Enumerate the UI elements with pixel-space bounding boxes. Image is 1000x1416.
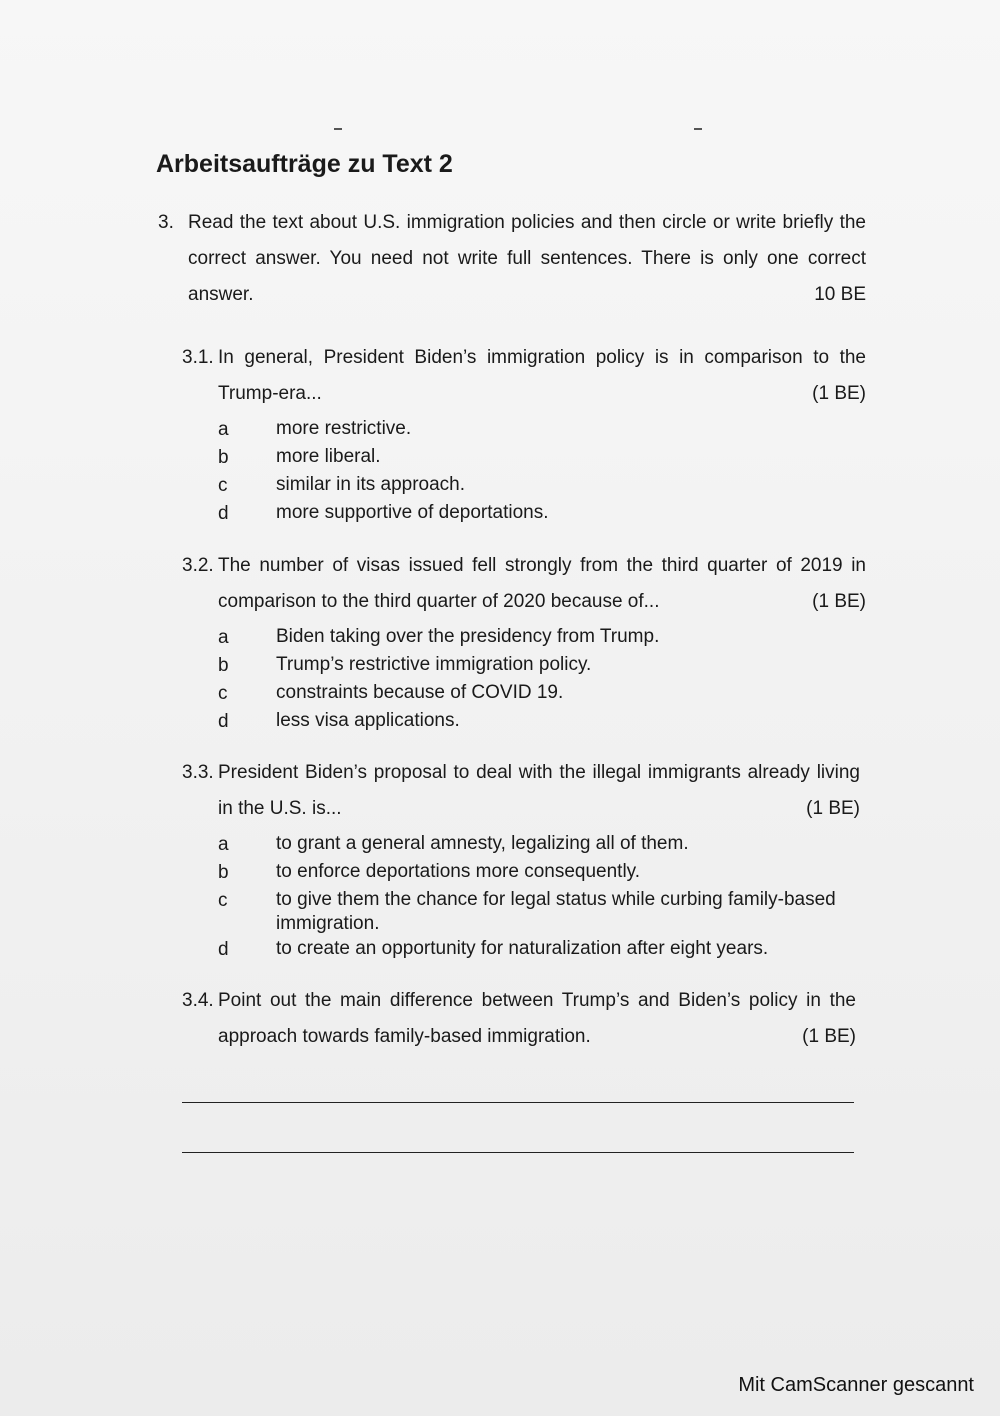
option-letter: b (218, 447, 229, 468)
option-text: more restrictive. (276, 418, 412, 439)
option-text: to grant a general amnesty, legalizing all of them. (276, 833, 689, 854)
answer-line[interactable] (182, 1152, 854, 1153)
question-stem (182, 983, 856, 1055)
answer-option-b[interactable] (218, 859, 860, 887)
answer-option-b[interactable] (218, 444, 866, 472)
question-points: (1 BE) (806, 798, 860, 819)
option-text: to enforce deportations more consequently. (276, 861, 641, 882)
question-3-4 (182, 983, 856, 1055)
question-number: 3.1. (182, 347, 214, 368)
option-letter: d (218, 711, 229, 732)
option-text: similar in its approach. (276, 474, 466, 495)
option-letter: d (218, 503, 229, 524)
option-text: to create an opportunity for naturalization after eight years. (276, 938, 769, 959)
answer-option-a[interactable] (218, 416, 866, 444)
option-letter: c (218, 890, 228, 911)
answer-option-d[interactable] (218, 500, 866, 528)
option-letter: c (218, 475, 228, 496)
answer-line[interactable] (182, 1102, 854, 1103)
question-points: (1 BE) (812, 591, 866, 612)
option-text: Trump’s restrictive immigration policy. (276, 654, 592, 675)
scan-mark (334, 128, 342, 130)
option-letter: c (218, 683, 228, 704)
answer-option-d[interactable] (218, 708, 866, 736)
question-3-1 (182, 340, 866, 528)
answer-option-d[interactable] (218, 936, 860, 964)
question-text: The number of visas issued fell strongly from the third quarter of 2019 in comparison to the third quarter of 2020 because of... (218, 555, 866, 612)
option-letter: b (218, 862, 229, 883)
option-text: more supportive of deportations. (276, 502, 549, 523)
page-title: Arbeitsaufträge zu Text 2 (156, 150, 453, 178)
answer-option-a[interactable] (218, 831, 860, 859)
option-text: less visa applications. (276, 710, 460, 731)
task-number: 3. (158, 212, 174, 233)
question-stem (182, 340, 866, 412)
task-instructions (158, 205, 866, 313)
option-letter: d (218, 939, 229, 960)
answer-option-b[interactable] (218, 652, 866, 680)
question-number: 3.2. (182, 555, 214, 576)
option-letter: a (218, 627, 229, 648)
answer-options (182, 624, 866, 736)
question-3-2 (182, 548, 866, 736)
option-text: more liberal. (276, 446, 381, 467)
answer-options (182, 831, 860, 964)
answer-option-c[interactable] (218, 472, 866, 500)
question-3-3 (182, 755, 860, 964)
question-points: (1 BE) (802, 1026, 856, 1047)
question-stem (182, 548, 866, 620)
question-number: 3.3. (182, 762, 214, 783)
option-letter: b (218, 655, 229, 676)
option-letter: a (218, 834, 229, 855)
answer-option-c[interactable] (218, 887, 860, 936)
question-number: 3.4. (182, 990, 214, 1011)
option-text: to give them the chance for legal status while curbing family-based immigration. (276, 889, 836, 934)
option-letter: a (218, 419, 229, 440)
option-text: constraints because of COVID 19. (276, 682, 564, 703)
question-stem (182, 755, 860, 827)
answer-option-c[interactable] (218, 680, 866, 708)
answer-option-a[interactable] (218, 624, 866, 652)
task-text: Read the text about U.S. immigration policies and then circle or write briefly the correct answer. You need not write full sentences. There is only one correct answer. (188, 212, 866, 305)
option-text: Biden taking over the presidency from Trump. (276, 626, 660, 647)
answer-options (182, 416, 866, 528)
task-points: 10 BE (814, 284, 866, 305)
question-text: In general, President Biden’s immigration policy is in comparison to the Trump-era... (218, 347, 866, 404)
question-points: (1 BE) (812, 383, 866, 404)
question-text: Point out the main difference between Trump’s and Biden’s policy in the approach towards family-based immigration. (218, 990, 856, 1047)
question-text: President Biden’s proposal to deal with the illegal immigrants already living in the U.S. is... (218, 762, 860, 819)
scanner-watermark: Mit CamScanner gescannt (738, 1374, 974, 1396)
scan-mark (694, 128, 702, 130)
